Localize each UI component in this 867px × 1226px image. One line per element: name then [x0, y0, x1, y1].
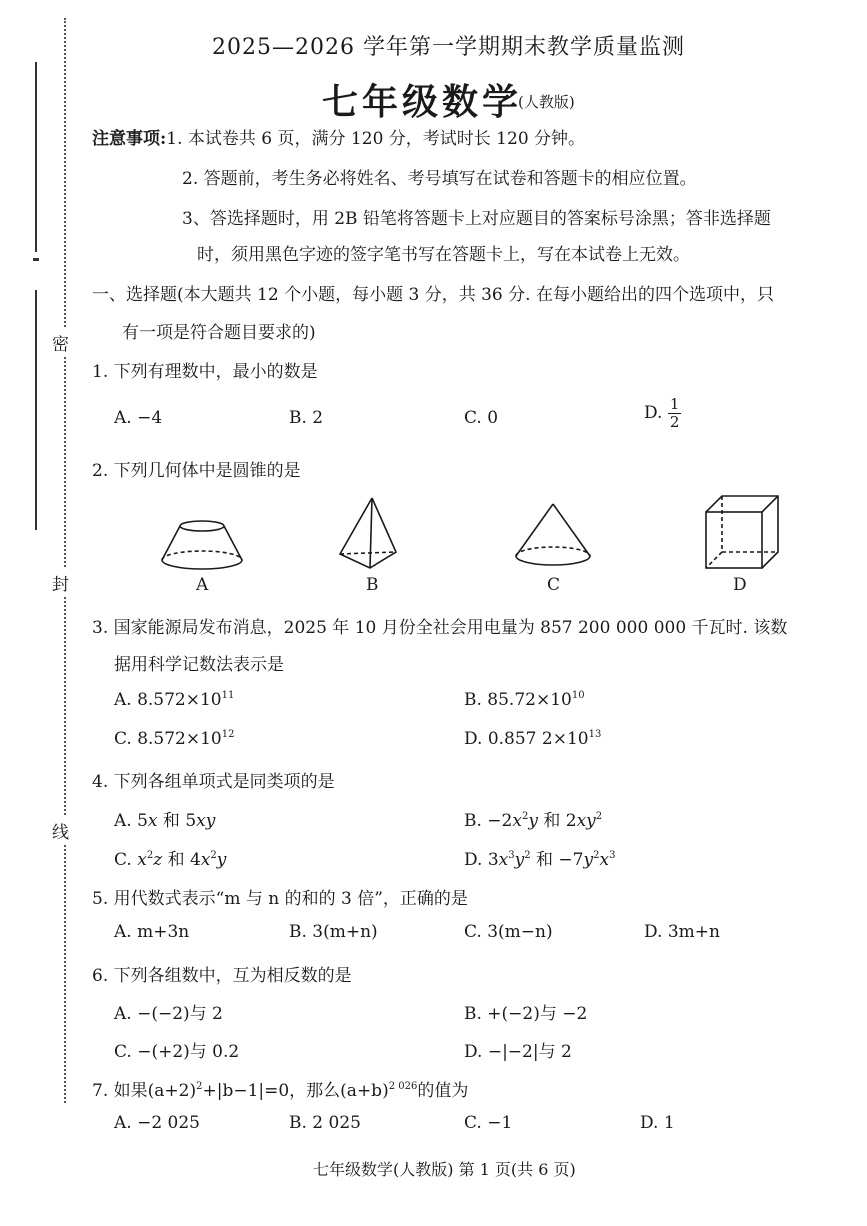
- subject-title: 七年级数学: [322, 81, 523, 123]
- q3-option-a: [114, 690, 234, 710]
- q7-stem-part: 的值为: [417, 1081, 469, 1101]
- exponent: 2: [196, 1081, 203, 1092]
- notes-item-2: 2. 答题前，考生务必将姓名、考号填写在试卷和答题卡的相应位置。: [182, 169, 697, 189]
- q3-option-b-base: B. 85.72×10: [464, 690, 572, 710]
- figure-label-a: A: [196, 575, 209, 595]
- fraction-denominator: 2: [669, 413, 680, 431]
- notes-label: 注意事项:: [92, 129, 167, 149]
- q7-option-d: D. 1: [640, 1113, 675, 1133]
- q1-option-b: B. 2: [289, 408, 324, 428]
- q7-stem-part: 7. 如果(a+2): [92, 1081, 197, 1101]
- fraction-numerator: 1: [669, 395, 680, 413]
- margin-tick: [33, 258, 39, 261]
- exponent: 2 026: [388, 1081, 418, 1092]
- question-2-stem: 2. 下列几何体中是圆锥的是: [92, 461, 301, 481]
- q4-option-d: D. $3x^3y^2$ 和 $-7y^2x^3$: [464, 850, 616, 870]
- q7-option-a: A. −2 025: [114, 1113, 200, 1133]
- connector: 和: [543, 811, 561, 831]
- cone-figure: [516, 504, 590, 565]
- question-5-stem: 5. 用代数式表示“m 与 n 的和的 3 倍”，正确的是: [92, 889, 468, 909]
- q3-option-a-base: A. 8.572×10: [114, 690, 222, 710]
- q6-option-b: B. +(−2)与 −2: [464, 1004, 588, 1024]
- q3-option-d-base: D. 0.857 2×10: [464, 729, 589, 749]
- binding-dotted-line: [64, 18, 66, 1103]
- geometry-figures: [150, 488, 810, 578]
- margin-label-xian: 线: [52, 816, 69, 845]
- page-footer: 七年级数学(人教版) 第 1 页(共 6 页): [313, 1160, 576, 1179]
- notes-item-3: 3、答选择题时，用 2B 铅笔将答题卡上对应题目的答案标号涂黑；答非选择题: [182, 209, 771, 229]
- frustum-figure: [162, 521, 242, 569]
- question-3-stem-cont: 据用科学记数法表示是: [114, 655, 284, 675]
- q5-option-b: B. 3(m+n): [289, 922, 378, 942]
- q7-option-c: C. −1: [464, 1113, 513, 1133]
- option-label: A.: [114, 811, 132, 831]
- connector: 和: [162, 811, 180, 831]
- margin-rule: [35, 62, 37, 252]
- q6-option-c: C. −(+2)与 0.2: [114, 1042, 240, 1062]
- q1-option-a: A. −4: [114, 408, 163, 428]
- section-heading: 一、选择题(本大题共 12 个小题，每小题 3 分，共 36 分. 在每小题给出的四个选项中，只: [92, 285, 774, 305]
- margin-rule: [35, 290, 37, 530]
- q4-option-b: B. $-2x^2y$ 和 $2xy^2$: [464, 811, 603, 831]
- notes-block: [92, 124, 585, 149]
- question-6-stem: 6. 下列各组数中，互为相反数的是: [92, 966, 352, 986]
- q3-option-c: [114, 729, 235, 749]
- q5-option-c: C. 3(m−n): [464, 922, 553, 942]
- notes-item-3-cont: 时，须用黑色字迹的签字笔书写在答题卡上，写在本试卷上无效。: [197, 245, 690, 265]
- q1-option-c: C. 0: [464, 408, 499, 428]
- q3-option-d: [464, 729, 601, 749]
- q4-option-a: A. 5x 和 5xy: [114, 811, 216, 831]
- exam-title: 2025—2026 学年第一学期期末教学质量监测: [212, 35, 685, 60]
- figure-label-d: D: [733, 575, 747, 595]
- q5-option-d: D. 3m+n: [644, 922, 720, 942]
- connector: 和: [167, 850, 185, 870]
- margin-label-mi: 密: [52, 328, 69, 357]
- q1-option-d-label: D.: [644, 403, 663, 423]
- q3-option-c-base: C. 8.572×10: [114, 729, 222, 749]
- q7-option-b: B. 2 025: [289, 1113, 361, 1133]
- section-heading-cont: 有一项是符合题目要求的): [122, 323, 316, 343]
- q1-option-d: [644, 396, 681, 431]
- q5-option-a: A. m+3n: [114, 922, 190, 942]
- figure-label-b: B: [366, 575, 379, 595]
- connector: 和: [536, 850, 554, 870]
- pyramid-figure: [340, 498, 396, 568]
- exponent: 13: [588, 729, 602, 740]
- option-label: D.: [464, 850, 483, 870]
- figure-label-c: C: [547, 575, 561, 595]
- margin-label-feng: 封: [52, 568, 69, 597]
- option-label: B.: [464, 811, 482, 831]
- q6-option-d: D. −|−2|与 2: [464, 1042, 572, 1062]
- notes-item-1: 1. 本试卷共 6 页，满分 120 分，考试时长 120 分钟。: [166, 129, 586, 149]
- q4-option-c: C. $x^2z$ 和 $4x^2y$: [114, 850, 227, 870]
- question-4-stem: 4. 下列各组单项式是同类项的是: [92, 772, 335, 792]
- q3-option-b: [464, 690, 585, 710]
- option-label: C.: [114, 850, 132, 870]
- q7-stem-part: +|b−1|=0，那么(a+b): [202, 1081, 389, 1101]
- exponent: 12: [221, 729, 235, 740]
- subject-edition: (人教版): [518, 93, 575, 111]
- fraction: [668, 396, 682, 431]
- exponent: 11: [221, 690, 235, 701]
- question-7-stem: [92, 1076, 468, 1101]
- question-3-stem: 3. 国家能源局发布消息，2025 年 10 月份全社会用电量为 857 200 000 000 千瓦时. 该数: [92, 618, 788, 638]
- cube-figure: [706, 496, 778, 568]
- q6-option-a: A. −(−2)与 2: [114, 1004, 223, 1024]
- question-1-stem: 1. 下列有理数中，最小的数是: [92, 362, 318, 382]
- exponent: 10: [571, 690, 585, 701]
